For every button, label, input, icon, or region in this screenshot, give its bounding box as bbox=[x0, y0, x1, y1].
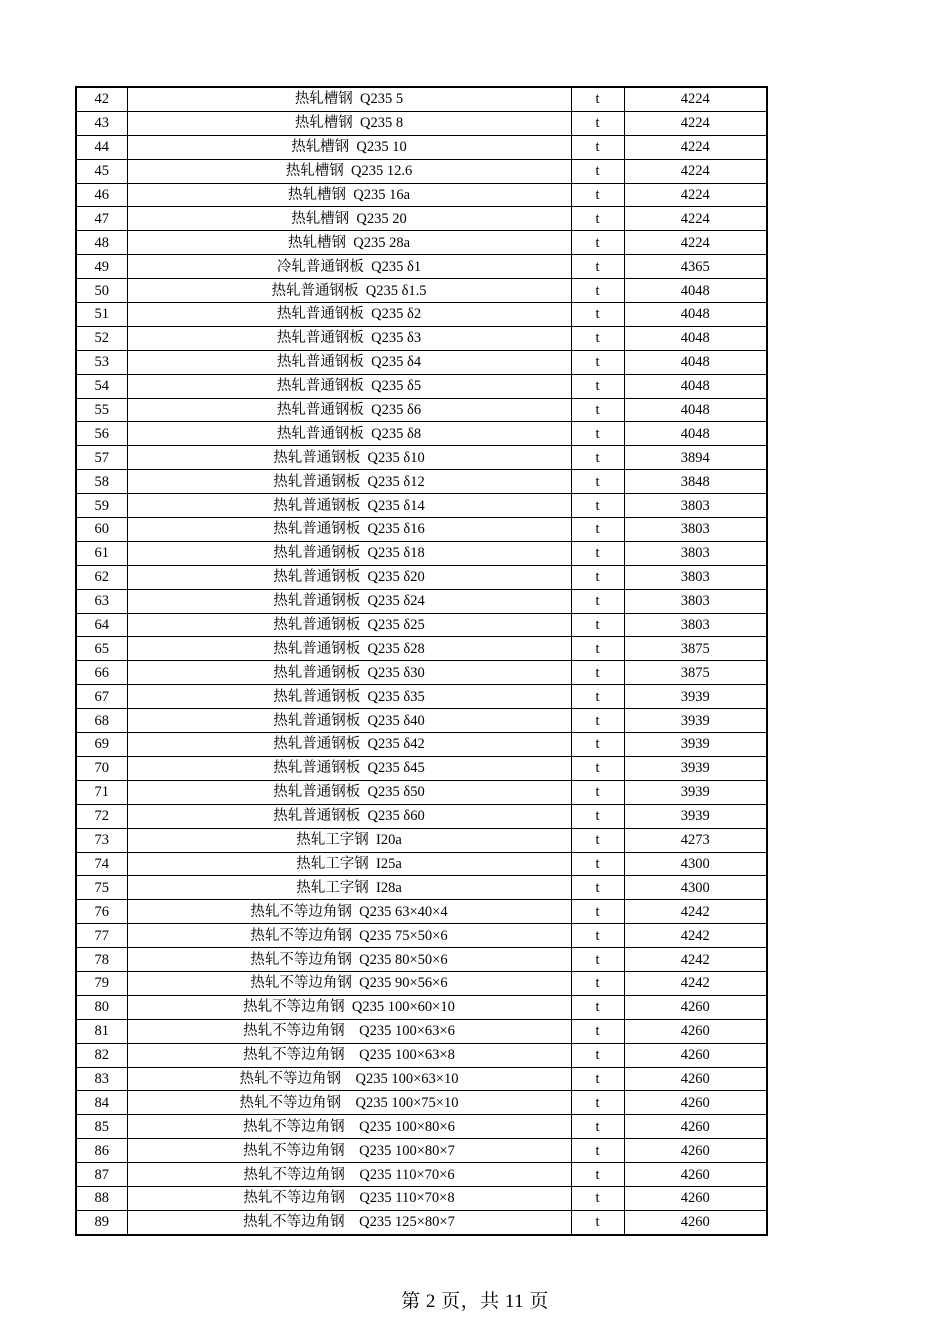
row-number-cell: 82 bbox=[76, 1043, 127, 1067]
row-number-cell: 89 bbox=[76, 1210, 127, 1234]
unit-cell: t bbox=[571, 255, 624, 279]
price-cell: 4242 bbox=[624, 924, 767, 948]
table-row bbox=[76, 518, 767, 542]
unit-cell: t bbox=[571, 709, 624, 733]
unit-cell: t bbox=[571, 685, 624, 709]
price-cell: 4260 bbox=[624, 1115, 767, 1139]
material-name-cell: 热轧普通钢板 Q235 δ60 bbox=[127, 804, 571, 828]
unit-cell: t bbox=[571, 350, 624, 374]
price-cell: 4224 bbox=[624, 135, 767, 159]
price-cell: 4260 bbox=[624, 1186, 767, 1210]
price-cell: 4242 bbox=[624, 948, 767, 972]
row-number-cell: 77 bbox=[76, 924, 127, 948]
material-name-cell: 热轧工字钢 I25a bbox=[127, 852, 571, 876]
material-name-cell: 热轧不等边角钢 Q235 80×50×6 bbox=[127, 948, 571, 972]
material-name-cell: 热轧不等边角钢 Q235 90×56×6 bbox=[127, 971, 571, 995]
price-cell: 3803 bbox=[624, 613, 767, 637]
row-number-cell: 66 bbox=[76, 661, 127, 685]
page-number-footer: 第 2 页，共 11 页 bbox=[401, 1291, 549, 1312]
price-cell: 3803 bbox=[624, 494, 767, 518]
material-name-cell: 热轧普通钢板 Q235 δ50 bbox=[127, 780, 571, 804]
row-number-cell: 46 bbox=[76, 183, 127, 207]
price-cell: 3848 bbox=[624, 470, 767, 494]
price-cell: 4224 bbox=[624, 231, 767, 255]
table-row bbox=[76, 422, 767, 446]
unit-cell: t bbox=[571, 1115, 624, 1139]
table-row bbox=[76, 1115, 767, 1139]
price-cell: 3939 bbox=[624, 733, 767, 757]
unit-cell: t bbox=[571, 804, 624, 828]
price-cell: 4048 bbox=[624, 398, 767, 422]
unit-cell: t bbox=[571, 135, 624, 159]
price-cell: 4048 bbox=[624, 422, 767, 446]
price-cell: 3939 bbox=[624, 780, 767, 804]
table-row bbox=[76, 924, 767, 948]
row-number-cell: 54 bbox=[76, 374, 127, 398]
table-row bbox=[76, 637, 767, 661]
material-name-cell: 热轧普通钢板 Q235 δ4 bbox=[127, 350, 571, 374]
material-name-cell: 热轧普通钢板 Q235 δ6 bbox=[127, 398, 571, 422]
row-number-cell: 81 bbox=[76, 1019, 127, 1043]
row-number-cell: 55 bbox=[76, 398, 127, 422]
unit-cell: t bbox=[571, 661, 624, 685]
row-number-cell: 59 bbox=[76, 494, 127, 518]
unit-cell: t bbox=[571, 1043, 624, 1067]
table-row bbox=[76, 398, 767, 422]
material-name-cell: 热轧不等边角钢 Q235 100×63×8 bbox=[127, 1043, 571, 1067]
unit-cell: t bbox=[571, 541, 624, 565]
material-name-cell: 热轧普通钢板 Q235 δ12 bbox=[127, 470, 571, 494]
material-name-cell: 热轧工字钢 I20a bbox=[127, 828, 571, 852]
material-price-table bbox=[75, 86, 768, 1236]
price-cell: 4260 bbox=[624, 1019, 767, 1043]
row-number-cell: 76 bbox=[76, 900, 127, 924]
material-name-cell: 热轧普通钢板 Q235 δ24 bbox=[127, 589, 571, 613]
row-number-cell: 57 bbox=[76, 446, 127, 470]
price-cell: 4260 bbox=[624, 1163, 767, 1187]
table-row bbox=[76, 1091, 767, 1115]
row-number-cell: 72 bbox=[76, 804, 127, 828]
price-cell: 3803 bbox=[624, 541, 767, 565]
unit-cell: t bbox=[571, 111, 624, 135]
material-name-cell: 热轧槽钢 Q235 20 bbox=[127, 207, 571, 231]
price-cell: 4224 bbox=[624, 87, 767, 111]
unit-cell: t bbox=[571, 900, 624, 924]
material-name-cell: 热轧不等边角钢 Q235 100×63×6 bbox=[127, 1019, 571, 1043]
unit-cell: t bbox=[571, 518, 624, 542]
table-row bbox=[76, 446, 767, 470]
row-number-cell: 64 bbox=[76, 613, 127, 637]
material-name-cell: 热轧普通钢板 Q235 δ20 bbox=[127, 565, 571, 589]
row-number-cell: 71 bbox=[76, 780, 127, 804]
row-number-cell: 68 bbox=[76, 709, 127, 733]
row-number-cell: 80 bbox=[76, 995, 127, 1019]
price-cell: 4260 bbox=[624, 1067, 767, 1091]
table-row bbox=[76, 1186, 767, 1210]
price-cell: 4048 bbox=[624, 303, 767, 327]
table-row bbox=[76, 470, 767, 494]
row-number-cell: 74 bbox=[76, 852, 127, 876]
row-number-cell: 58 bbox=[76, 470, 127, 494]
table-row bbox=[76, 948, 767, 972]
table-row bbox=[76, 135, 767, 159]
row-number-cell: 79 bbox=[76, 971, 127, 995]
price-cell: 4273 bbox=[624, 828, 767, 852]
price-cell: 4224 bbox=[624, 183, 767, 207]
table-row bbox=[76, 589, 767, 613]
unit-cell: t bbox=[571, 565, 624, 589]
table-row bbox=[76, 565, 767, 589]
price-cell: 4224 bbox=[624, 207, 767, 231]
row-number-cell: 63 bbox=[76, 589, 127, 613]
row-number-cell: 51 bbox=[76, 303, 127, 327]
unit-cell: t bbox=[571, 1019, 624, 1043]
row-number-cell: 69 bbox=[76, 733, 127, 757]
price-cell: 3939 bbox=[624, 709, 767, 733]
material-name-cell: 热轧普通钢板 Q235 δ18 bbox=[127, 541, 571, 565]
unit-cell: t bbox=[571, 756, 624, 780]
row-number-cell: 44 bbox=[76, 135, 127, 159]
row-number-cell: 61 bbox=[76, 541, 127, 565]
material-name-cell: 热轧普通钢板 Q235 δ40 bbox=[127, 709, 571, 733]
table-row bbox=[76, 756, 767, 780]
material-name-cell: 热轧不等边角钢 Q235 100×63×10 bbox=[127, 1067, 571, 1091]
table-row bbox=[76, 733, 767, 757]
material-name-cell: 热轧普通钢板 Q235 δ1.5 bbox=[127, 279, 571, 303]
unit-cell: t bbox=[571, 231, 624, 255]
unit-cell: t bbox=[571, 1210, 624, 1234]
material-name-cell: 热轧普通钢板 Q235 δ42 bbox=[127, 733, 571, 757]
table-row bbox=[76, 876, 767, 900]
price-cell: 4048 bbox=[624, 350, 767, 374]
table-row bbox=[76, 231, 767, 255]
row-number-cell: 83 bbox=[76, 1067, 127, 1091]
unit-cell: t bbox=[571, 924, 624, 948]
price-cell: 4260 bbox=[624, 1210, 767, 1234]
unit-cell: t bbox=[571, 207, 624, 231]
unit-cell: t bbox=[571, 613, 624, 637]
price-cell: 3803 bbox=[624, 589, 767, 613]
price-cell: 4224 bbox=[624, 159, 767, 183]
row-number-cell: 84 bbox=[76, 1091, 127, 1115]
price-cell: 4048 bbox=[624, 279, 767, 303]
row-number-cell: 86 bbox=[76, 1139, 127, 1163]
table-row bbox=[76, 900, 767, 924]
material-name-cell: 热轧不等边角钢 Q235 100×80×6 bbox=[127, 1115, 571, 1139]
unit-cell: t bbox=[571, 494, 624, 518]
material-name-cell: 热轧普通钢板 Q235 δ10 bbox=[127, 446, 571, 470]
unit-cell: t bbox=[571, 446, 624, 470]
table-row bbox=[76, 159, 767, 183]
material-name-cell: 热轧不等边角钢 Q235 100×75×10 bbox=[127, 1091, 571, 1115]
price-cell: 3875 bbox=[624, 661, 767, 685]
price-cell: 4260 bbox=[624, 1043, 767, 1067]
material-name-cell: 热轧槽钢 Q235 5 bbox=[127, 87, 571, 111]
material-name-cell: 热轧普通钢板 Q235 δ25 bbox=[127, 613, 571, 637]
material-name-cell: 热轧普通钢板 Q235 δ5 bbox=[127, 374, 571, 398]
table-row bbox=[76, 661, 767, 685]
table-row bbox=[76, 494, 767, 518]
table-row bbox=[76, 685, 767, 709]
row-number-cell: 45 bbox=[76, 159, 127, 183]
price-cell: 4365 bbox=[624, 255, 767, 279]
price-cell: 4048 bbox=[624, 326, 767, 350]
row-number-cell: 88 bbox=[76, 1186, 127, 1210]
material-name-cell: 冷轧普通钢板 Q235 δ1 bbox=[127, 255, 571, 279]
row-number-cell: 56 bbox=[76, 422, 127, 446]
material-name-cell: 热轧普通钢板 Q235 δ8 bbox=[127, 422, 571, 446]
price-cell: 3875 bbox=[624, 637, 767, 661]
material-name-cell: 热轧工字钢 I28a bbox=[127, 876, 571, 900]
unit-cell: t bbox=[571, 589, 624, 613]
unit-cell: t bbox=[571, 1163, 624, 1187]
row-number-cell: 49 bbox=[76, 255, 127, 279]
row-number-cell: 50 bbox=[76, 279, 127, 303]
row-number-cell: 65 bbox=[76, 637, 127, 661]
material-name-cell: 热轧槽钢 Q235 28a bbox=[127, 231, 571, 255]
table-row bbox=[76, 183, 767, 207]
row-number-cell: 48 bbox=[76, 231, 127, 255]
unit-cell: t bbox=[571, 828, 624, 852]
row-number-cell: 78 bbox=[76, 948, 127, 972]
unit-cell: t bbox=[571, 398, 624, 422]
unit-cell: t bbox=[571, 183, 624, 207]
table-row bbox=[76, 804, 767, 828]
price-cell: 4224 bbox=[624, 111, 767, 135]
material-name-cell: 热轧不等边角钢 Q235 110×70×6 bbox=[127, 1163, 571, 1187]
material-name-cell: 热轧不等边角钢 Q235 125×80×7 bbox=[127, 1210, 571, 1234]
unit-cell: t bbox=[571, 279, 624, 303]
table-row bbox=[76, 971, 767, 995]
table-row bbox=[76, 1139, 767, 1163]
material-name-cell: 热轧不等边角钢 Q235 63×40×4 bbox=[127, 900, 571, 924]
unit-cell: t bbox=[571, 87, 624, 111]
table-row bbox=[76, 852, 767, 876]
unit-cell: t bbox=[571, 995, 624, 1019]
unit-cell: t bbox=[571, 637, 624, 661]
table-row bbox=[76, 87, 767, 111]
unit-cell: t bbox=[571, 303, 624, 327]
material-name-cell: 热轧普通钢板 Q235 δ3 bbox=[127, 326, 571, 350]
material-name-cell: 热轧普通钢板 Q235 δ28 bbox=[127, 637, 571, 661]
table-row bbox=[76, 279, 767, 303]
table-row bbox=[76, 207, 767, 231]
table-row bbox=[76, 374, 767, 398]
table-row bbox=[76, 303, 767, 327]
row-number-cell: 75 bbox=[76, 876, 127, 900]
material-name-cell: 热轧普通钢板 Q235 δ2 bbox=[127, 303, 571, 327]
row-number-cell: 70 bbox=[76, 756, 127, 780]
row-number-cell: 73 bbox=[76, 828, 127, 852]
table-row bbox=[76, 995, 767, 1019]
unit-cell: t bbox=[571, 374, 624, 398]
material-name-cell: 热轧不等边角钢 Q235 100×80×7 bbox=[127, 1139, 571, 1163]
price-cell: 3939 bbox=[624, 756, 767, 780]
price-cell: 3894 bbox=[624, 446, 767, 470]
price-cell: 3803 bbox=[624, 518, 767, 542]
row-number-cell: 47 bbox=[76, 207, 127, 231]
material-name-cell: 热轧槽钢 Q235 8 bbox=[127, 111, 571, 135]
table-row bbox=[76, 1043, 767, 1067]
unit-cell: t bbox=[571, 1091, 624, 1115]
row-number-cell: 67 bbox=[76, 685, 127, 709]
table-row bbox=[76, 613, 767, 637]
unit-cell: t bbox=[571, 470, 624, 494]
row-number-cell: 43 bbox=[76, 111, 127, 135]
material-name-cell: 热轧普通钢板 Q235 δ35 bbox=[127, 685, 571, 709]
price-cell: 4242 bbox=[624, 971, 767, 995]
unit-cell: t bbox=[571, 733, 624, 757]
price-cell: 4260 bbox=[624, 1091, 767, 1115]
table-row bbox=[76, 255, 767, 279]
row-number-cell: 42 bbox=[76, 87, 127, 111]
material-name-cell: 热轧不等边角钢 Q235 100×60×10 bbox=[127, 995, 571, 1019]
table-row bbox=[76, 1210, 767, 1234]
material-name-cell: 热轧普通钢板 Q235 δ14 bbox=[127, 494, 571, 518]
material-name-cell: 热轧不等边角钢 Q235 75×50×6 bbox=[127, 924, 571, 948]
table-row bbox=[76, 111, 767, 135]
unit-cell: t bbox=[571, 971, 624, 995]
table-row bbox=[76, 541, 767, 565]
material-name-cell: 热轧槽钢 Q235 12.6 bbox=[127, 159, 571, 183]
unit-cell: t bbox=[571, 852, 624, 876]
table-row bbox=[76, 780, 767, 804]
price-cell: 4260 bbox=[624, 995, 767, 1019]
price-cell: 4260 bbox=[624, 1139, 767, 1163]
unit-cell: t bbox=[571, 948, 624, 972]
material-price-table-body bbox=[76, 87, 767, 1235]
price-cell: 4300 bbox=[624, 852, 767, 876]
price-cell: 4242 bbox=[624, 900, 767, 924]
unit-cell: t bbox=[571, 326, 624, 350]
unit-cell: t bbox=[571, 780, 624, 804]
table-row bbox=[76, 1067, 767, 1091]
unit-cell: t bbox=[571, 159, 624, 183]
row-number-cell: 85 bbox=[76, 1115, 127, 1139]
row-number-cell: 52 bbox=[76, 326, 127, 350]
price-cell: 4300 bbox=[624, 876, 767, 900]
price-cell: 3939 bbox=[624, 804, 767, 828]
material-name-cell: 热轧普通钢板 Q235 δ30 bbox=[127, 661, 571, 685]
material-name-cell: 热轧不等边角钢 Q235 110×70×8 bbox=[127, 1186, 571, 1210]
row-number-cell: 60 bbox=[76, 518, 127, 542]
material-name-cell: 热轧槽钢 Q235 16a bbox=[127, 183, 571, 207]
table-row bbox=[76, 350, 767, 374]
row-number-cell: 87 bbox=[76, 1163, 127, 1187]
price-cell: 3803 bbox=[624, 565, 767, 589]
material-name-cell: 热轧普通钢板 Q235 δ16 bbox=[127, 518, 571, 542]
material-name-cell: 热轧普通钢板 Q235 δ45 bbox=[127, 756, 571, 780]
price-cell: 3939 bbox=[624, 685, 767, 709]
table-row bbox=[76, 709, 767, 733]
table-row bbox=[76, 828, 767, 852]
row-number-cell: 62 bbox=[76, 565, 127, 589]
table-row bbox=[76, 326, 767, 350]
unit-cell: t bbox=[571, 1067, 624, 1091]
price-cell: 4048 bbox=[624, 374, 767, 398]
material-name-cell: 热轧槽钢 Q235 10 bbox=[127, 135, 571, 159]
row-number-cell: 53 bbox=[76, 350, 127, 374]
unit-cell: t bbox=[571, 1139, 624, 1163]
unit-cell: t bbox=[571, 1186, 624, 1210]
unit-cell: t bbox=[571, 422, 624, 446]
table-row bbox=[76, 1163, 767, 1187]
unit-cell: t bbox=[571, 876, 624, 900]
table-row bbox=[76, 1019, 767, 1043]
